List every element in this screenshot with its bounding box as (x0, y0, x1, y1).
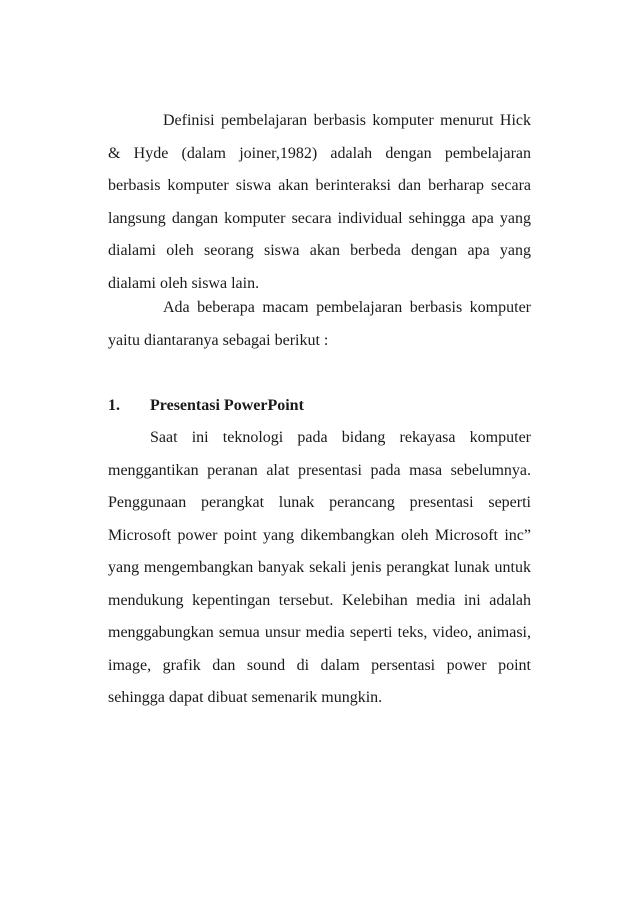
definition-paragraph: Definisi pembelajaran berbasis komputer menurut Hick & Hyde (dalam joiner,1982) adalah dengan pembelajaran berbasis komputer siswa akan berinteraksi dan berharap secara langsung dangan komputer secara individual sehingga apa yang dialami oleh seorang siswa akan berbeda dengan apa yang dialami oleh siswa lain. (108, 112, 531, 292)
section-title: Presentasi PowerPoint (150, 397, 304, 414)
section-body-block (108, 422, 531, 715)
section-heading (108, 390, 531, 423)
section-paragraph: Saat ini teknologi pada bidang rekayasa komputer menggantikan peranan alat presentasi pada masa sebelumnya. Penggunaan perangkat lunak perancang presentasi seperti Microsoft power point yang dikembangkan oleh Microsoft inc” yang mengembangkan banyak sekali jenis perangkat lunak untuk mendukung kepentingan tersebut. Kelebihan media ini adalah menggabungkan semua unsur media seperti teks, video, animasi, image, grafik dan sound di dalam persentasi power point sehingga dapat dibuat semenarik mungkin. (108, 429, 531, 706)
section-number: 1. (108, 397, 120, 414)
types-intro-paragraph: Ada beberapa macam pembelajaran berbasis komputer yaitu diantaranya sebagai berikut : (108, 299, 531, 349)
types-intro-block (108, 292, 531, 357)
intro-paragraph-block (108, 105, 531, 300)
